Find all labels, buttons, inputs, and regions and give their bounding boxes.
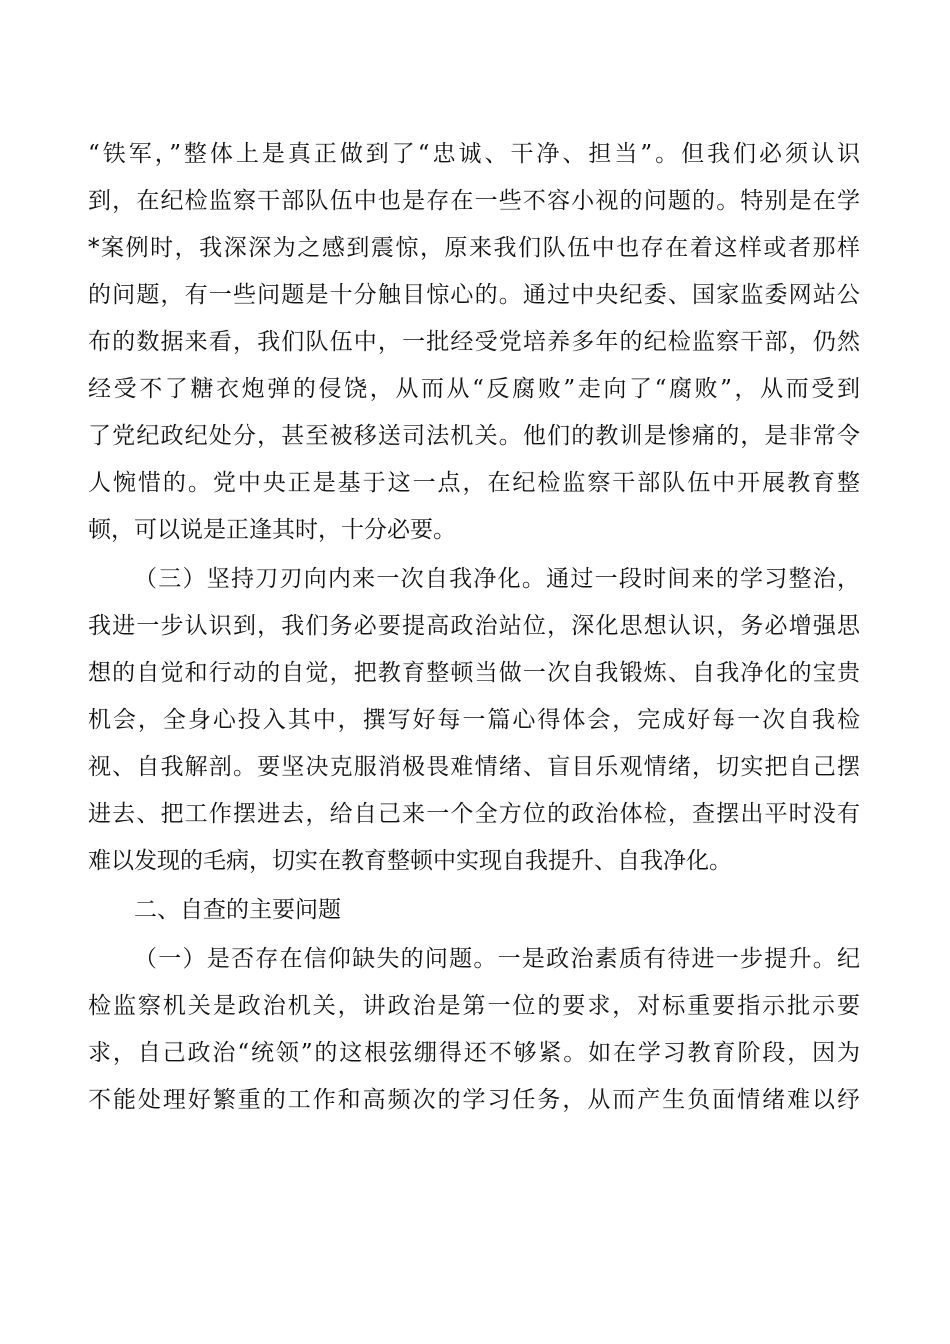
- paragraph-3: [88, 936, 860, 1124]
- text-line: 不能处理好繁重的工作和高频次的学习任务，从而产生负面情绪难以纾: [88, 1087, 860, 1113]
- text-line: 我进一步认识到，我们务必要提高政治站位，深化思想认识，务必增强思: [88, 613, 860, 639]
- text-line: 顿，可以说是正逢其时，十分必要。: [88, 517, 456, 543]
- text-line: 难以发现的毛病，切实在教育整顿中实现自我提升、自我净化。: [88, 848, 732, 874]
- paragraph-1: [88, 131, 860, 554]
- paragraph-2: [88, 556, 860, 885]
- text-line: 了党纪政纪处分，甚至被移送司法机关。他们的教训是惨痛的，是非常令: [88, 423, 860, 449]
- heading-line: 二、自查的主要问题: [134, 897, 341, 923]
- text-line: 求，自己政治“统领”的这根弦绷得还不够紧。如在学习教育阶段，因为: [88, 1040, 860, 1066]
- section-heading: [88, 887, 860, 934]
- text-line: 人惋惜的。党中央正是基于这一点，在纪检监察干部队伍中开展教育整: [88, 470, 860, 496]
- text-line: 进去、把工作摆进去，给自己来一个全方位的政治体检，查摆出平时没有: [88, 801, 860, 827]
- text-line: 到，在纪检监察干部队伍中也是存在一些不容小视的问题的。特别是在学: [88, 188, 860, 214]
- text-line: *案例时，我深深为之感到震惊，原来我们队伍中也存在着这样或者那样: [88, 235, 860, 261]
- text-line: （三）坚持刀刃向内来一次自我净化。通过一段时间来的学习整治，: [134, 566, 860, 592]
- text-line: 的问题，有一些问题是十分触目惊心的。通过中央纪委、国家监委网站公: [88, 282, 860, 308]
- text-line: “铁军，”整体上是真正做到了“忠诚、干净、担当”。但我们必须认识: [88, 141, 860, 167]
- text-line: 检监察机关是政治机关，讲政治是第一位的要求，对标重要指示批示要: [88, 993, 860, 1019]
- document-body: [88, 131, 860, 1124]
- text-line: 布的数据来看，我们队伍中，一批经受党培养多年的纪检监察干部，仍然: [88, 329, 860, 355]
- text-line: 想的自觉和行动的自觉，把教育整顿当做一次自我锻炼、自我净化的宝贵: [88, 660, 860, 686]
- text-line: 机会，全身心投入其中，撰写好每一篇心得体会，完成好每一次自我检: [88, 707, 860, 733]
- text-line: 视、自我解剖。要坚决克服消极畏难情绪、盲目乐观情绪，切实把自己摆: [88, 754, 860, 780]
- text-line: 经受不了糖衣炮弹的侵饶，从而从“反腐败”走向了“腐败”，从而受到: [88, 376, 860, 402]
- text-line: （一）是否存在信仰缺失的问题。一是政治素质有待进一步提升。纪: [134, 946, 860, 972]
